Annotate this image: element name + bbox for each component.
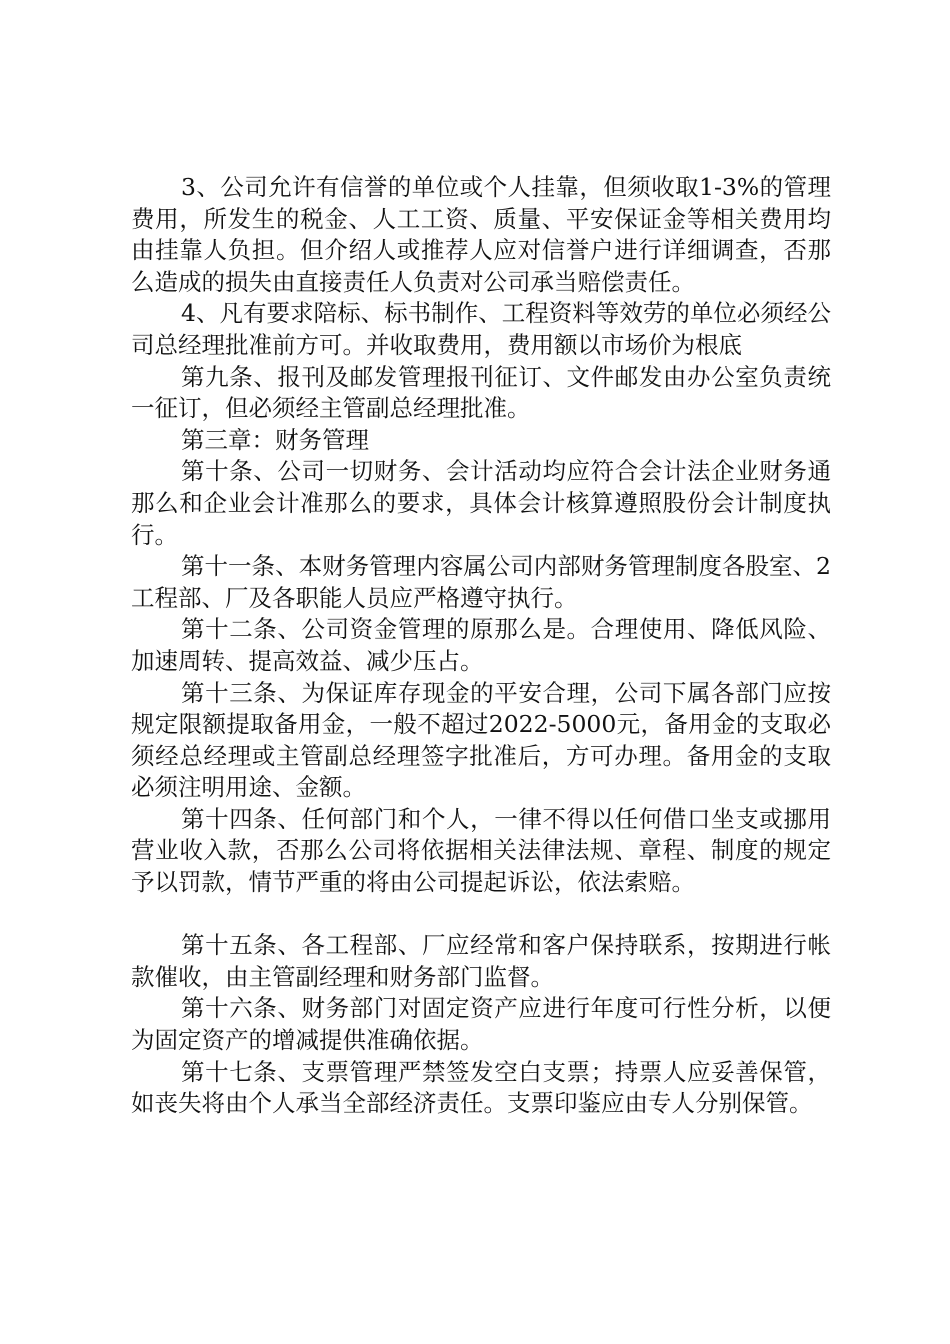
paragraph-article-9: 第九条、报刊及邮发管理报刊征订、文件邮发由办公室负责统一征订，但必须经主管副总经理批准。 <box>131 362 831 423</box>
paragraph-article-17: 第十七条、支票管理严禁签发空白支票；持票人应妥善保管，如丧失将由个人承当全部经济责任。支票印鉴应由专人分别保管。 <box>131 1057 831 1118</box>
paragraph-article-15: 第十五条、各工程部、厂应经常和客户保持联系，按期进行帐款催收，由主管副经理和财务部门监督。 <box>131 931 831 991</box>
paragraph-article-11: 第十一条、本财务管理内容属公司内部财务管理制度各股室、2工程部、厂及各职能人员应严格遵守执行。 <box>131 552 831 612</box>
paragraph-article-12: 第十二条、公司资金管理的原那么是。合理使用、降低风险、加速周转、提高效益、减少压占。 <box>131 615 831 675</box>
paragraph-article-13: 第十三条、为保证库存现金的平安合理，公司下属各部门应按规定限额提取备用金，一般不超过2022-5000元，备用金的支取必须经总经理或主管副总经理签字批准后，方可办理。备用金的支取必须注明用途、金额。 <box>131 678 831 802</box>
paragraph-article-14: 第十四条、任何部门和个人，一律不得以任何借口坐支或挪用营业收入款，否那么公司将依据相关法律法规、章程、制度的规定予以罚款，情节严重的将由公司提起诉讼，依法索赔。 <box>131 804 831 897</box>
document-body <box>131 172 831 1120</box>
paragraph-clause-4: 4、凡有要求陪标、标书制作、工程资料等效劳的单位必须经公司总经理批准前方可。并收取费用，费用额以市场价为根底 <box>131 299 831 359</box>
paragraph-article-10: 第十条、公司一切财务、会计活动均应符合会计法企业财务通那么和企业会计准那么的要求，具体会计核算遵照股份会计制度执行。 <box>131 457 831 549</box>
chapter-heading: 第三章：财务管理 <box>181 425 369 454</box>
paragraph-clause-3: 3、公司允许有信誉的单位或个人挂靠，但须收取1-3%的管理费用，所发生的税金、人工工资、质量、平安保证金等相关费用均由挂靠人负担。但介绍人或推荐人应对信誉户进行详细调查，否那么造成的损失由直接责任人负责对公司承当赔偿责任。 <box>131 173 831 296</box>
paragraph-article-16: 第十六条、财务部门对固定资产应进行年度可行性分析，以便为固定资产的增减提供准确依据。 <box>131 994 831 1055</box>
